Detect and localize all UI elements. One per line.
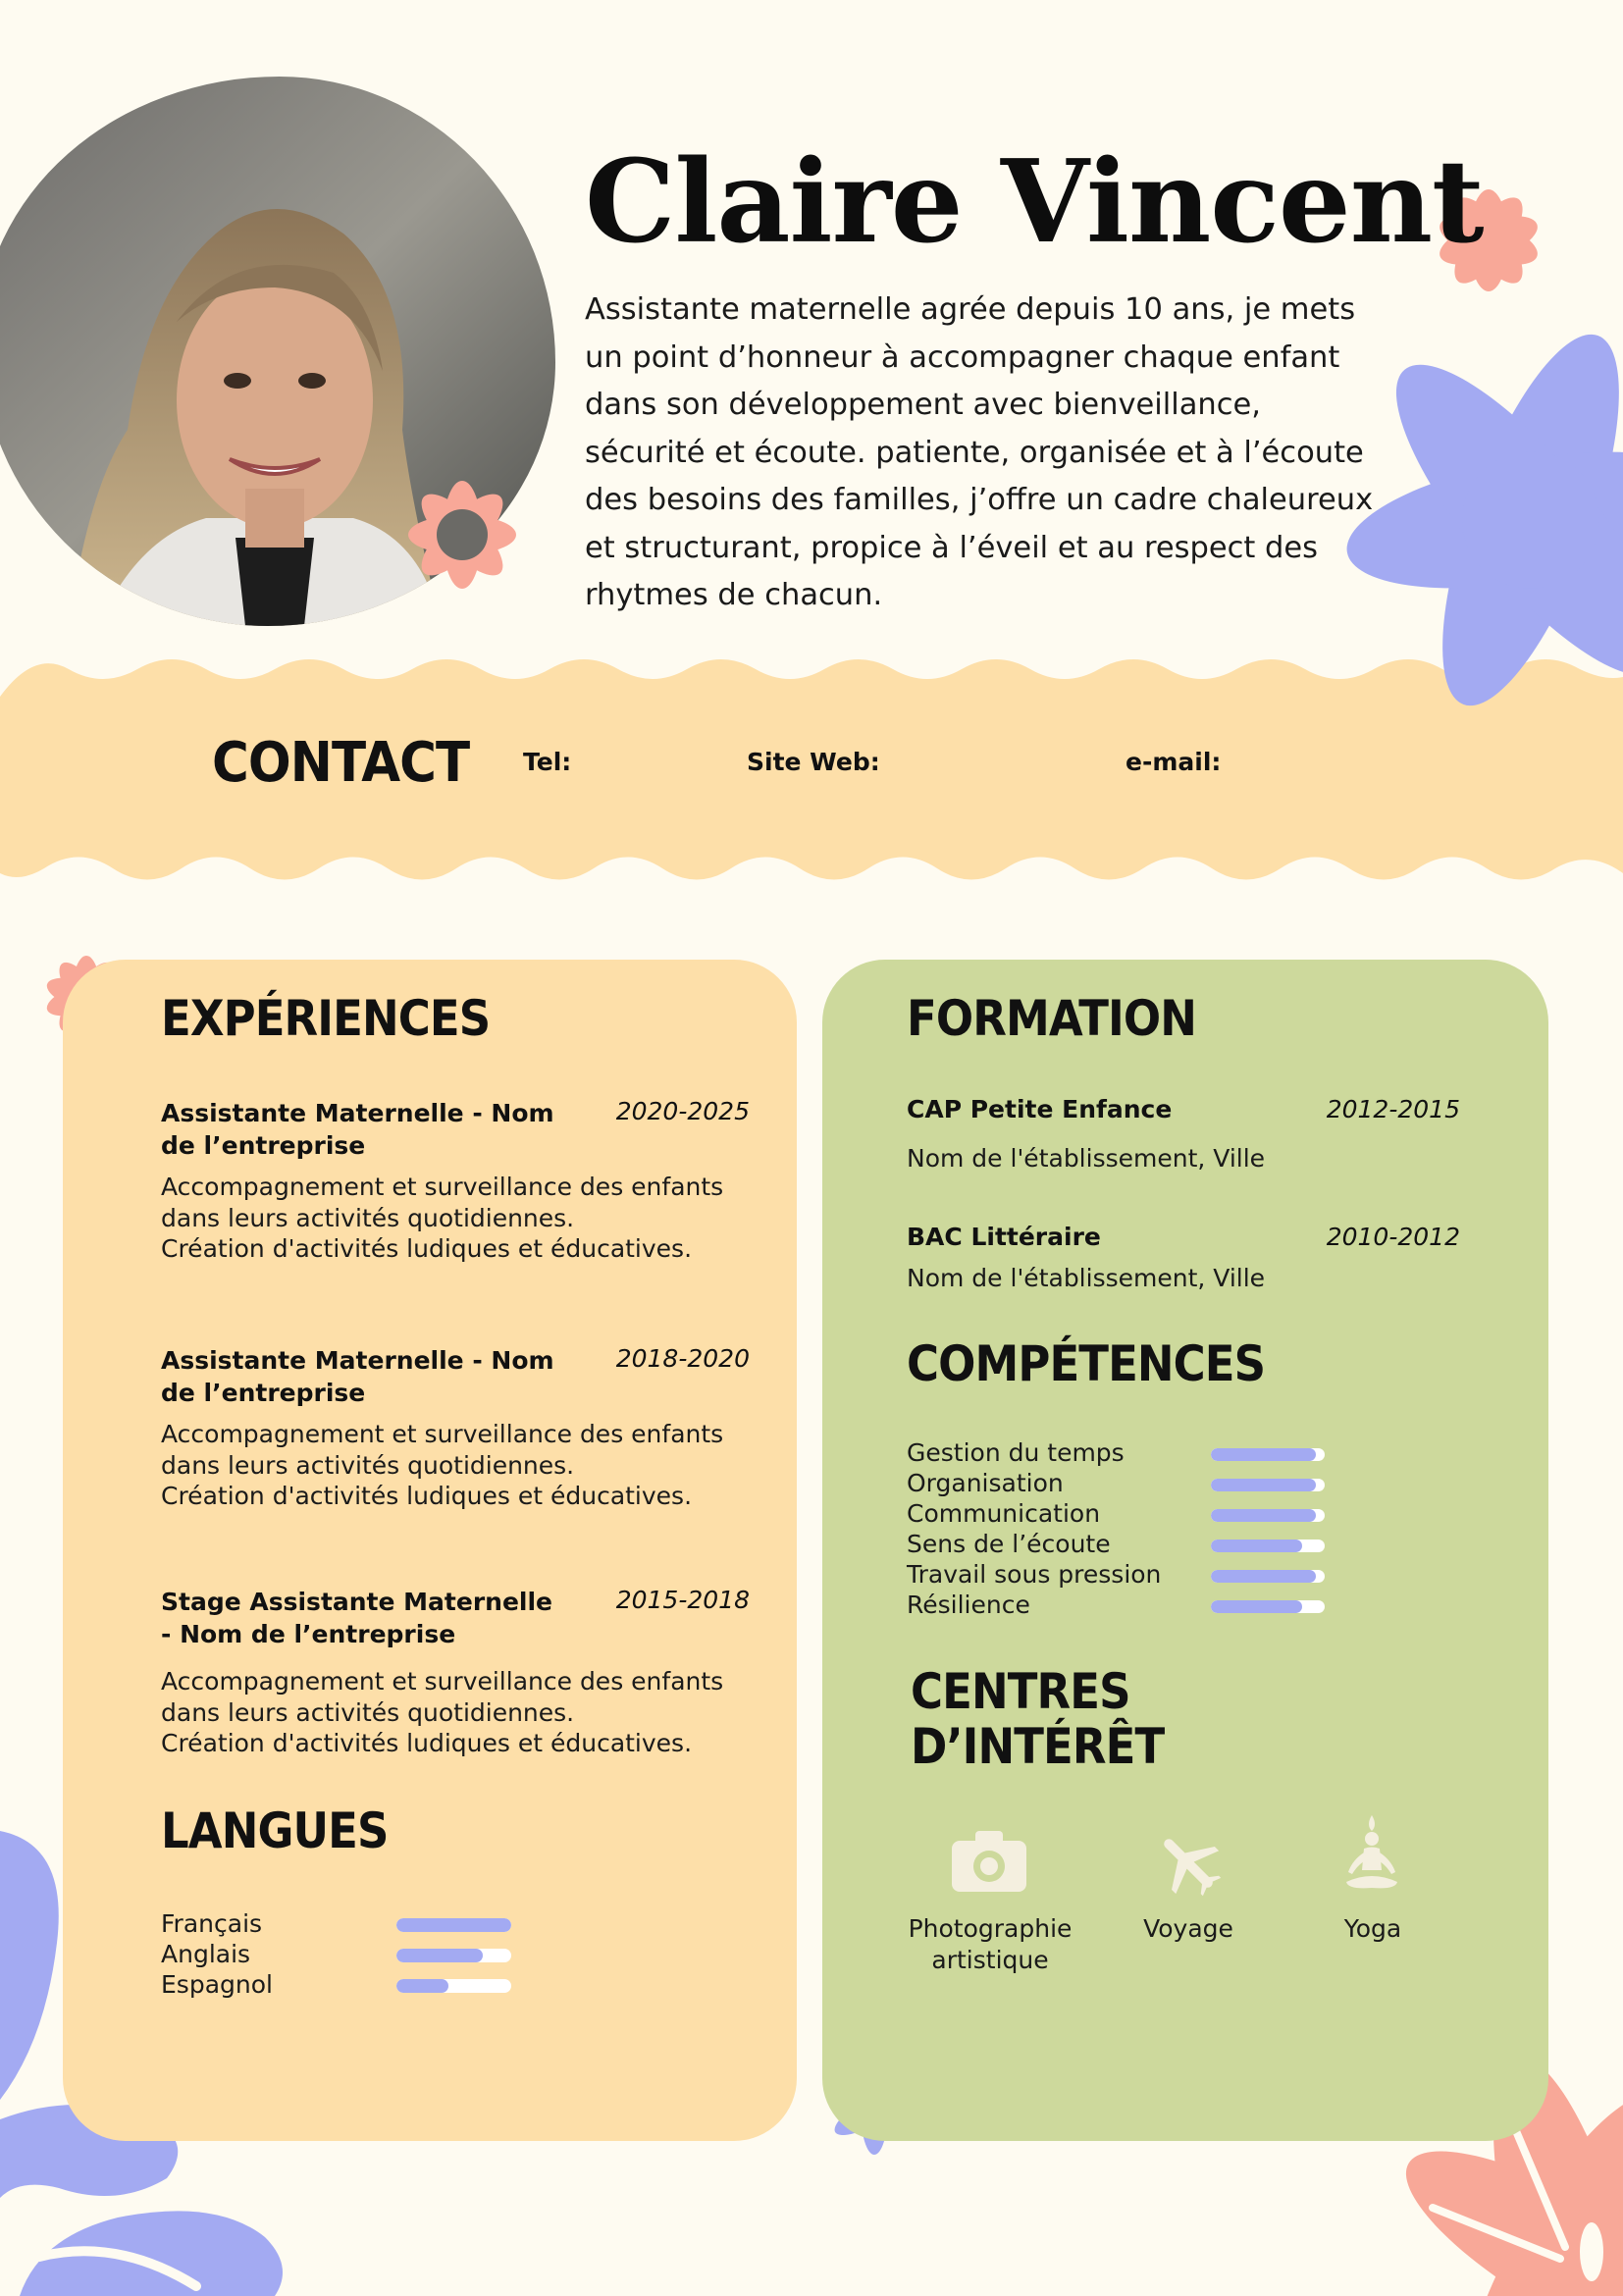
skill-bar [1211, 1448, 1325, 1461]
experience-description: Accompagnement et surveillance des enfants dans leurs activités quotidiennes. Création d'activités ludiques et éducatives. [161, 1667, 724, 1757]
formation-title: FORMATION [907, 990, 1197, 1047]
experience-dates: 2015-2018 [615, 1586, 750, 1614]
skill-row [907, 1498, 1358, 1529]
skill-label: Communication [907, 1499, 1101, 1528]
skill-bar-fill [1211, 1570, 1316, 1583]
contact-title: CONTACT [212, 731, 470, 795]
skill-row [907, 1468, 1358, 1498]
skill-row [907, 1437, 1358, 1468]
formation-dates: 2010-2012 [1326, 1223, 1460, 1251]
interests-title [911, 1664, 1164, 1774]
skill-bar-fill [1211, 1600, 1302, 1613]
person-name: Claire Vincent [585, 135, 1484, 269]
language-row [161, 1939, 553, 1969]
language-row [161, 1969, 553, 2000]
skill-row [907, 1529, 1358, 1559]
language-bar-fill [396, 1979, 448, 1993]
yoga-icon [1342, 1813, 1401, 1902]
language-bar-fill [396, 1949, 483, 1962]
language-label: Espagnol [161, 1970, 273, 1999]
experience-title: Stage Assistante Maternelle - Nom de l’entreprise [161, 1588, 552, 1648]
skill-label: Sens de l’écoute [907, 1530, 1111, 1558]
skill-label: Résilience [907, 1591, 1030, 1619]
interests-title-line2: D’INTÉRÊT [911, 1718, 1165, 1775]
experience-title: Assistante Maternelle - Nom de l’entreprise [161, 1099, 554, 1160]
experience-dates: 2018-2020 [615, 1344, 750, 1373]
language-label: Français [161, 1909, 263, 1938]
experience-description: Accompagnement et surveillance des enfants dans leurs activités quotidiennes. Création d'activités ludiques et éducatives. [161, 1420, 724, 1510]
language-bar [396, 1949, 511, 1962]
formation-place: Nom de l'établissement, Ville [907, 1264, 1266, 1292]
languages-title: LANGUES [161, 1802, 389, 1859]
skill-row [907, 1559, 1358, 1590]
contact-website-label: Site Web: [747, 748, 880, 776]
skill-bar [1211, 1479, 1325, 1491]
language-row [161, 1908, 553, 1939]
formation-dates: 2012-2015 [1326, 1095, 1460, 1123]
formation-place: Nom de l'établissement, Ville [907, 1144, 1266, 1173]
experience-title: Assistante Maternelle - Nom de l’entreprise [161, 1346, 554, 1407]
formation-title-text: CAP Petite Enfance [907, 1095, 1173, 1123]
skill-label: Travail sous pression [907, 1560, 1162, 1589]
skill-bar-fill [1211, 1448, 1316, 1461]
interest-photography: Photographie artistique [908, 1914, 1073, 1974]
skill-bar [1211, 1600, 1325, 1613]
skill-bar [1211, 1570, 1325, 1583]
language-bar [396, 1918, 511, 1932]
airplane-icon [1154, 1829, 1223, 1898]
experiences-title: EXPÉRIENCES [161, 990, 491, 1047]
skill-bar-fill [1211, 1539, 1302, 1552]
contact-tel-label: Tel: [523, 748, 572, 776]
pink-flower-photo-decoration [389, 461, 536, 608]
experience-dates: 2020-2025 [615, 1097, 750, 1125]
blue-flower-decoration [1384, 265, 1623, 775]
interests-title-line1: CENTRES [911, 1663, 1130, 1720]
experience-description: Accompagnement et surveillance des enfants dans leurs activités quotidiennes. Création d'activités ludiques et éducatives. [161, 1173, 724, 1263]
skill-label: Organisation [907, 1469, 1064, 1497]
formation-title-text: BAC Littéraire [907, 1223, 1101, 1251]
skill-bar [1211, 1509, 1325, 1522]
skill-row [907, 1590, 1358, 1620]
interest-travel: Voyage [1143, 1914, 1233, 1943]
interest-yoga: Yoga [1343, 1914, 1402, 1943]
contact-email-label: e-mail: [1126, 748, 1222, 776]
language-label: Anglais [161, 1940, 251, 1968]
competences-title: COMPÉTENCES [907, 1335, 1266, 1392]
language-bar [396, 1979, 511, 1993]
skill-bar-fill [1211, 1479, 1316, 1491]
skill-label: Gestion du temps [907, 1438, 1125, 1467]
camera-icon [950, 1829, 1028, 1894]
skill-bar [1211, 1539, 1325, 1552]
language-bar-fill [396, 1918, 511, 1932]
skill-bar-fill [1211, 1509, 1316, 1522]
profile-summary: Assistante maternelle agrée depuis 10 ans, je mets un point d’honneur à accompagner chaque enfant dans son développement avec bienveillance, sécurité et écoute. patiente, organisée et à l’écoute des besoins des familles, j’offre un cadre chaleureux et structurant, propice à l’éveil et au respect des rhytmes de chacun. [585, 292, 1374, 612]
